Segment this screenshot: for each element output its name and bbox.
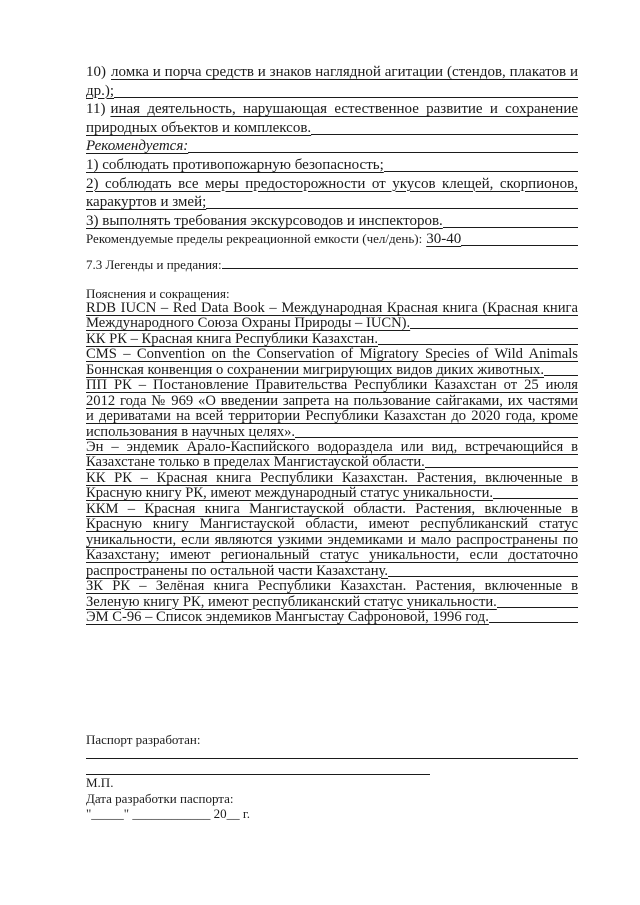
blank-underscore-fill [384,171,578,172]
abbr-kk-rk-plants [86,471,578,486]
blank-underscore-fill [378,344,578,345]
prohibited-item-10-number: 10) [86,64,106,80]
blank-underscore-fill [425,467,578,468]
line-text: ККМ – Красная книга Мангистауской области. Растения, включенные в [86,500,578,517]
blank-underscore-fill [489,622,578,623]
line-text: ЭМ С-96 – Список эндемиков Мангыстау Сафроновой, 1996 год. [86,609,489,625]
abbr-en-cont [86,455,578,470]
abbr-zk-rk-cont [86,595,578,610]
line-text: уникальности, если являются узкими эндемиками и мало распространены по [86,531,578,548]
capacity-value: 30-40 [426,231,462,248]
blank-underscore-fill [461,245,578,246]
prohibited-item-11-number: 11) [86,101,106,118]
blank-underscore-fill [295,437,578,438]
blank-underscore-fill [311,134,578,135]
line-text: др.); [86,82,115,99]
line-text: Казахстану; имеют региональный статус уникальности, если достаточно [86,547,578,564]
blank-underscore-fill [206,208,578,209]
date-label [86,791,578,807]
line-text: использования в научных целях». [86,423,296,440]
abbr-rdb-iucn-cont [86,316,578,331]
line-text: природных объектов и комплексов. [86,119,312,136]
prohibited-item-11 [86,100,578,119]
line-text: "_____" ____________ 20__ г. [86,806,250,822]
line-text: ПП РК – Постановление Правительства Республики Казахстан от 25 июля [86,377,578,394]
line-text: 2) соблюдать все меры предосторожности от укусов клещей, скорпионов, [86,175,578,192]
abbr-cms [86,347,578,362]
capacity-label: Рекомендуемые пределы рекреационной емкости (чел/день): [86,231,423,247]
line-text: Казахстане только в пределах Мангистауской области. [86,454,425,471]
abbr-en [86,440,578,455]
line-text: Пояснения и сокращения: [86,285,230,301]
line-text: Красную книгу Мангистауской области, имеют республиканский статус [86,516,578,533]
blank-underscore-fill [443,227,578,228]
abbr-pp-rk-cont-2 [86,409,578,424]
recommended-item-1 [86,156,578,175]
line-text: каракуртов и змей; [86,194,207,211]
line-text: ломка и порча средств и знаков наглядной агитации (стендов, плакатов и [111,64,578,80]
recommended-item-3 [86,212,578,231]
abbr-pp-rk-cont-3 [86,425,578,440]
signature-blank-line [86,759,430,775]
blank-underscore-fill [114,97,578,98]
line-text: Красную книгу РК, имеют международный статус уникальности. [86,485,494,502]
blank-underscore-fill [410,328,578,329]
line-text: Дата разработки паспорта: [86,790,234,806]
abbreviations-heading [86,286,578,301]
abbr-kkm-cont-3 [86,548,578,563]
section-abbreviations [86,286,578,626]
abbr-kkm-cont-2 [86,533,578,548]
blank-underscore-fill [544,375,578,376]
line-text: ЗК РК – Зелёная книга Республики Казахстан. Растения, включенные в [86,578,578,595]
developed-by-label [86,732,578,748]
prohibited-item-10 [86,63,578,82]
abbr-kkm [86,502,578,517]
line-text: и дериватами на всей территории Республики Казахстан до 2020 года, кроме [86,408,578,425]
abbr-kkm-cont-4 [86,564,578,579]
abbr-pp-rk [86,378,578,393]
line-text: 7.3 Легенды и предания: [86,256,222,272]
abbr-kk-rk-plants-cont [86,486,578,501]
section-usage-rules [86,63,578,249]
prohibited-item-11-cont [86,119,578,138]
line-text: КК РК – Красная книга Республики Казахстан. [86,330,378,347]
blank-underscore-fill [188,152,578,153]
line-text: 2012 года № 969 «О введении запрета на пользование сайгаками, их частями [86,392,578,409]
blank-underscore-fill [388,576,578,577]
section-legends [86,257,578,272]
abbr-zk-rk [86,579,578,594]
developed-by-blank-line [86,748,578,759]
line-text: Боннская конвенция о сохранении мигрирующих видов диких животных. [86,361,545,378]
date-blank [86,806,578,822]
section-signoff [86,732,578,821]
line-text: RDB IUCN – Red Data Book – Международная Красная книга (Красная книга [86,299,578,316]
line-text: распространены по остальной части Казахстану. [86,562,389,579]
line-text: КК РК – Красная книга Республики Казахстан. Растения, включенные в [86,469,578,486]
line-text: Эн – эндемик Арало-Каспийского водораздела или вид, встречающийся в [86,439,578,456]
line-text: Паспорт разработан: [86,732,201,748]
abbr-kkm-cont-1 [86,517,578,532]
recommended-item-2-cont [86,193,578,212]
blank-underscore-fill [222,268,578,269]
line-text: Зеленую книгу РК, имеют республиканский статус уникальности. [86,593,497,610]
line-text: 1) соблюдать противопожарную безопасность; [86,156,384,173]
line-text: 3) выполнять требования экскурсоводов и инспекторов. [86,212,443,229]
line-text: иная деятельность, нарушающая естественное развитие и сохранение [110,101,578,118]
stamp-label [86,775,578,791]
abbr-kk-rk [86,332,578,347]
recommended-item-2 [86,175,578,194]
line-text: Рекомендуется: [86,138,189,155]
abbr-rdb-iucn [86,301,578,316]
prohibited-item-10-cont [86,82,578,101]
blank-underscore-fill [493,498,578,499]
line-text: Международного Союза Охраны Природы – IUCN). [86,315,411,332]
abbr-cms-cont [86,363,578,378]
capacity-line [86,230,578,249]
blank-underscore-fill [497,607,578,608]
legends-heading [86,257,578,272]
recommended-heading [86,137,578,156]
abbr-em-s96 [86,610,578,625]
line-text: CMS – Convention on the Conservation of Migratory Species of Wild Animals [86,346,578,363]
abbr-pp-rk-cont-1 [86,394,578,409]
line-text: М.П. [86,775,114,791]
